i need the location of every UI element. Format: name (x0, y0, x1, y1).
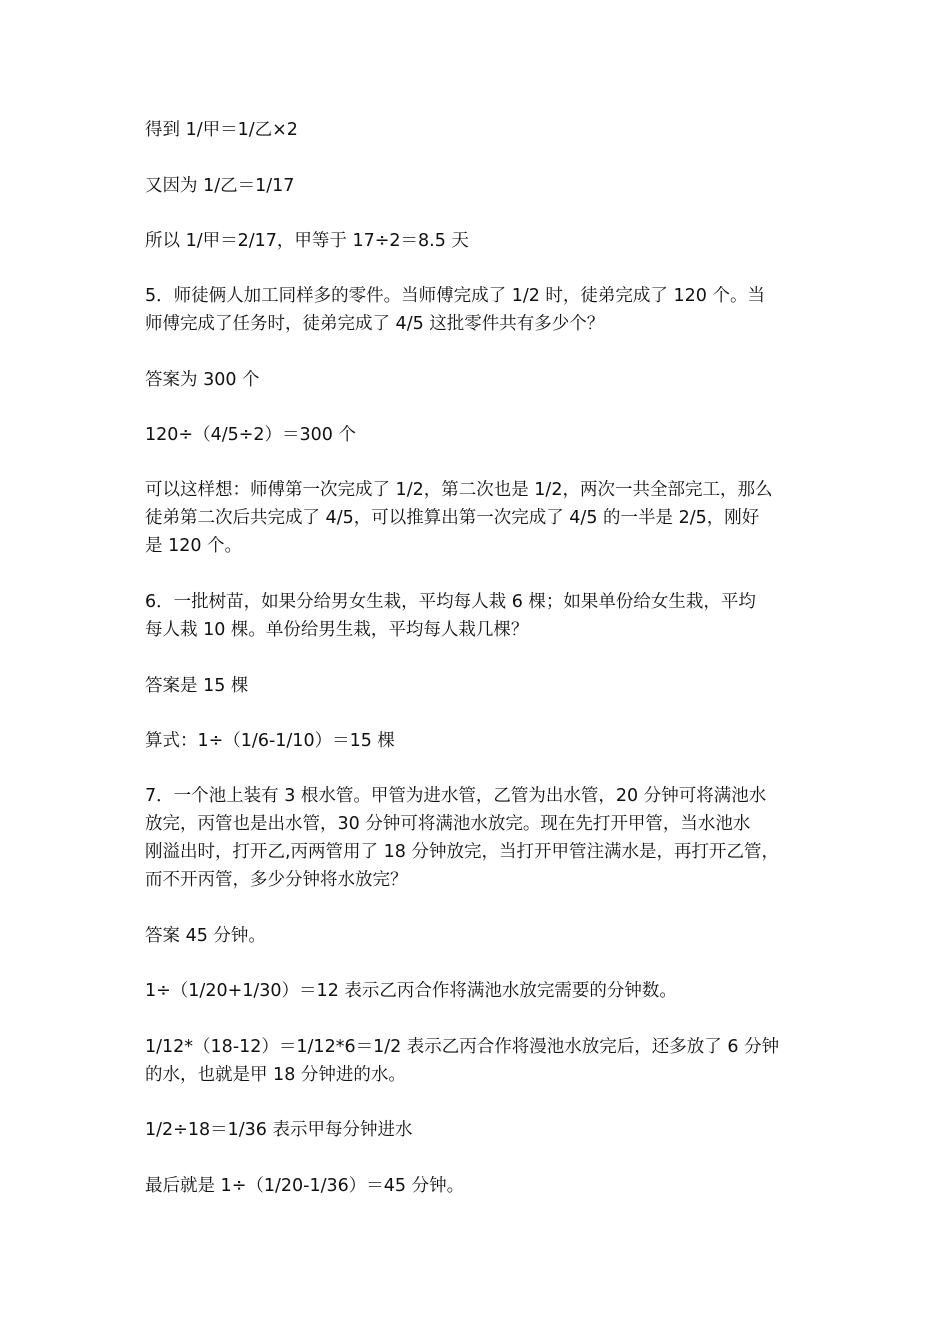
text-line: 放完，丙管也是出水管，30 分钟可将满池水放完。现在先打开甲管，当水池水 (145, 814, 751, 834)
paragraph-derivation-2 (145, 172, 813, 200)
text-line: 1÷（1/20+1/30）＝12 表示乙丙合作将满池水放完需要的分钟数。 (145, 981, 677, 1001)
text-line: 的水，也就是甲 18 分钟进的水。 (145, 1065, 406, 1085)
text-line: 7．一个池上装有 3 根水管。甲管为进水管，乙管为出水管，20 分钟可将满池水 (145, 786, 767, 806)
text-line: 所以 1/甲＝2/17，甲等于 17÷2＝8.5 天 (145, 231, 469, 251)
text-line: 师傅完成了任务时，徒弟完成了 4/5 这批零件共有多少个？ (145, 314, 605, 334)
text-line: 可以这样想：师傅第一次完成了 1/2，第二次也是 1/2，两次一共全部完工，那么 (145, 480, 773, 500)
text-line: 答案是 15 棵 (145, 676, 249, 696)
formula-7-step-1 (145, 977, 813, 1005)
text-line: 答案 45 分钟。 (145, 926, 266, 946)
answer-7 (145, 922, 813, 950)
text-line: 每人栽 10 棵。单份给男生栽，平均每人栽几棵？ (145, 620, 529, 640)
text-line: 1/2÷18＝1/36 表示甲每分钟进水 (145, 1120, 413, 1140)
formula-5 (145, 421, 813, 449)
text-line: 徒弟第二次后共完成了 4/5，可以推算出第一次完成了 4/5 的一半是 2/5，刚好 (145, 508, 760, 528)
text-line: 1/12*（18-12）＝1/12*6＝1/2 表示乙丙合作将漫池水放完后，还多放了 6 分钟 (145, 1037, 780, 1057)
text-line: 而不开丙管，多少分钟将水放完？ (145, 870, 408, 890)
text-line: 得到 1/甲＝1/乙×2 (145, 120, 298, 140)
question-5 (145, 282, 813, 338)
paragraph-derivation-1 (145, 116, 813, 144)
formula-6 (145, 727, 813, 755)
text-line: 答案为 300 个 (145, 370, 260, 390)
question-7 (145, 782, 813, 894)
question-6 (145, 588, 813, 644)
text-line: 算式：1÷（1/6-1/10）＝15 棵 (145, 731, 395, 751)
formula-7-final (145, 1172, 813, 1200)
explanation-5 (145, 476, 813, 560)
answer-6 (145, 672, 813, 700)
text-line: 5．师徒俩人加工同样多的零件。当师傅完成了 1/2 时，徒弟完成了 120 个。当 (145, 286, 765, 306)
text-line: 最后就是 1÷（1/20-1/36）＝45 分钟。 (145, 1176, 465, 1196)
text-line: 又因为 1/乙＝1/17 (145, 176, 295, 196)
formula-7-step-2 (145, 1033, 813, 1089)
text-line: 120÷（4/5÷2）＝300 个 (145, 425, 356, 445)
text-line: 刚溢出时，打开乙,丙两管用了 18 分钟放完，当打开甲管注满水是，再打开乙管， (145, 842, 779, 862)
formula-7-step-3 (145, 1116, 813, 1144)
text-line: 是 120 个。 (145, 536, 243, 556)
paragraph-derivation-3 (145, 227, 813, 255)
text-line: 6．一批树苗，如果分给男女生栽，平均每人栽 6 棵；如果单份给女生栽，平均 (145, 592, 756, 612)
answer-5 (145, 366, 813, 394)
